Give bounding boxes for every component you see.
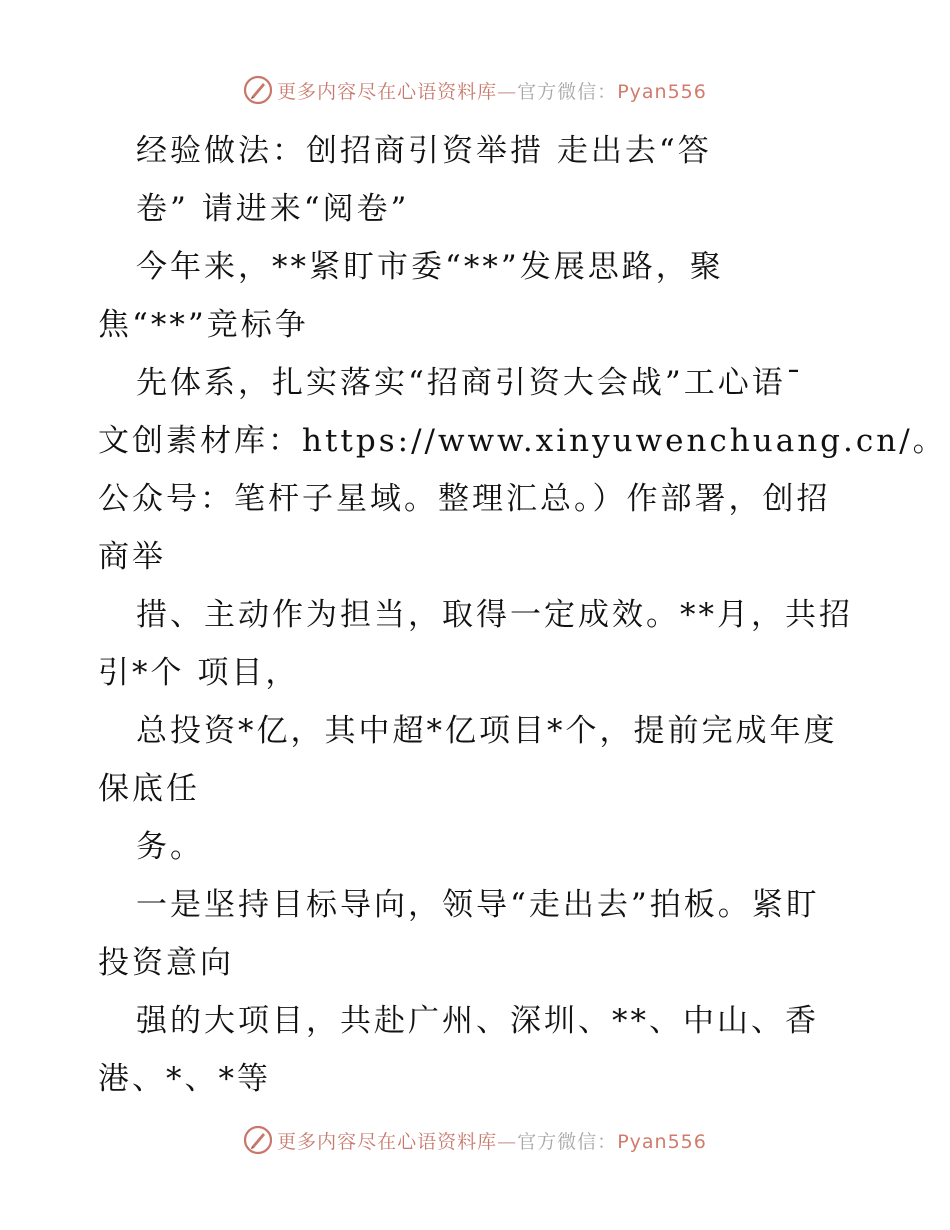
banner-dash: — (497, 1130, 518, 1153)
text-line: 投资意向 (98, 945, 234, 981)
text-line: 港、*、*等 (98, 1061, 271, 1097)
text-line: 焦“**”竞标争 (98, 307, 309, 343)
text-line: 商举 (98, 539, 166, 575)
banner-account: Pyan556 (617, 1130, 707, 1153)
banner-text (277, 1127, 707, 1154)
banner-official: 官方微信： (517, 80, 618, 103)
header-watermark-banner (0, 70, 950, 110)
text-line: 总投资*亿，其中超*亿项目*个，提前完成年度 (136, 713, 838, 749)
quill-logo-icon (243, 75, 273, 105)
text-line: 保底任 (98, 771, 200, 807)
text-line: 卷” 请进来“阅卷” (136, 191, 410, 227)
text-line: 措、主动作为担当，取得一定成效。**月，共招 (136, 597, 853, 633)
quill-logo-icon (243, 1125, 273, 1155)
banner-main: 更多内容尽在心语资料库 (277, 1130, 498, 1153)
text-line: 强的大项目，共赴广州、深圳、**、中山、香 (136, 1003, 819, 1039)
text-line: 今年来，**紧盯市委“**”发展思路，聚 (136, 249, 724, 285)
text-line: 引*个 项目， (98, 655, 300, 691)
banner-account: Pyan556 (617, 80, 707, 103)
banner-dash: — (497, 80, 518, 103)
banner-official: 官方微信： (517, 1130, 618, 1153)
text-line: 一是坚持目标导向，领导“走出去”拍板。紧盯 (136, 887, 820, 923)
text-line: 先体系，扎实落实“招商引资大会战”工心语¯ (136, 365, 805, 401)
text-line: 务。 (136, 829, 204, 865)
document-body (98, 122, 947, 1108)
banner-main: 更多内容尽在心语资料库 (277, 80, 498, 103)
banner-text (277, 77, 707, 104)
text-line: 文创素材库：https://www.xinyuwenchuang.cn/。 (98, 423, 947, 459)
text-line: 经验做法：创招商引资举措 走出去“答 (136, 133, 712, 169)
footer-watermark-banner (0, 1120, 950, 1160)
text-line: 公众号：笔杆子星域。整理汇总。）作部署，创招 (98, 481, 831, 517)
